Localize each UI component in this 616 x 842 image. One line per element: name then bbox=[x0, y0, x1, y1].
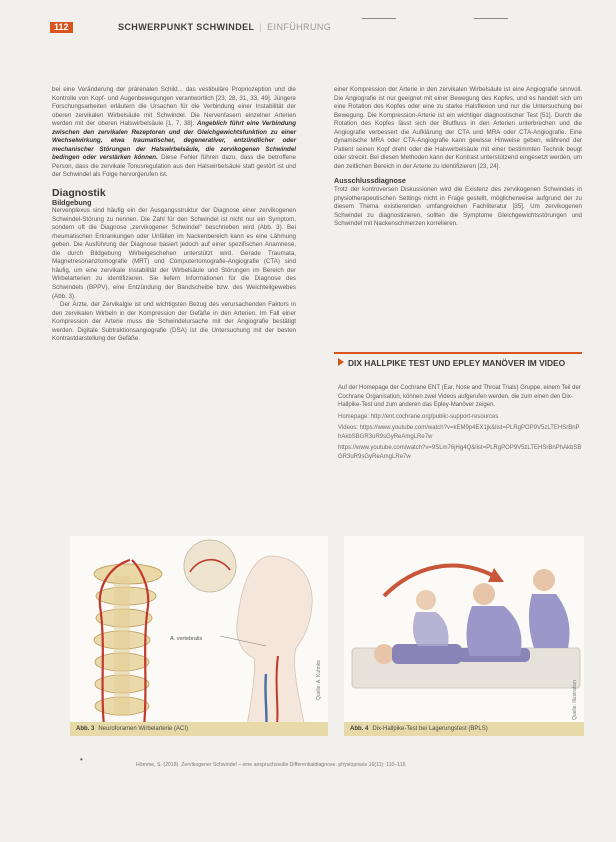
header-rule bbox=[362, 18, 396, 19]
left-column bbox=[52, 86, 296, 344]
figure-label: Abb. 4 bbox=[350, 726, 369, 732]
vertebral-artery-label: A. vertebralis bbox=[170, 636, 203, 642]
intro-paragraph bbox=[52, 86, 296, 180]
arrow-icon bbox=[338, 358, 344, 366]
paragraph-ausschluss: Trotz der kontroversen Diskussionen wird die Existenz des zervikogenen Schwindels in physiotherapeutischen Settings nicht in Frage gestellt, möglicherweise aufgrund der zu diesem Thema existierenden umfangreichen Fachliteratur [35]. Um zervikogenen Schwindel zu diagnostizieren, sollten die Symptome Gleichgewichtsstörungen und Schwindel mit Nackenschmerzen korrelieren. bbox=[334, 186, 582, 228]
footer-citation: Hömme, S. (2018). Zervikogener Schwindel – eine anspruchsvolle Differentialdiagnose. physiopraxis 16(11): 110–115 bbox=[136, 762, 406, 768]
figure-credit: Quelle: A. Kuhnke bbox=[316, 660, 322, 701]
paragraph-bildgebung: Nervenplexus sind häufig ein der Ausgangsstruktur der Diagnose einer zervikogenen Schwindel-Störung zu nennen. Die Zahl für den Schwindel ist nicht nur ein Symptom, sondern oft die Diagnose „zervikogener Schwindel" beschrieben wird (Abb. 3). Bei rheumatischen Erkrankungen oder Unfällen im Nackenbereich kann es eine Lähmung geben. Die Ausführung der Diagnose basiert jedoch auf einer spezifischen Anamnese, die durch Bildgebung Wirbelgeschehen unterstützt wird. Gerade Traumata, Magnetresonanztomografie (MRT) und Computertomografie-Angiografie (CTA) sind häufig, um eine zervikale Instabilität der Wirbelsäule und Störungen im Bereich der Wirbelarterien zu identifizieren. Sie liefern Informationen für die Diagnose des Schwindels (BPPV), eine Entzündung der Bandscheibe bzw. des Weichteilgewebes (Abb. 3). bbox=[52, 207, 296, 300]
intro-end: Diese Fehler führen dazu, dass die betroffene Person, dass die zervikale Tonusregulation aus den Halswirbelsäule statt gestört ist und der Schwindel als Folge hervorgerufen ist. bbox=[52, 154, 296, 179]
bullet-dot: • bbox=[80, 755, 83, 764]
spine-illustration bbox=[70, 536, 328, 732]
intro-text: bei eine Veränderung der prärenalen Schild... das vestibuläre Propriozeption und die Kontrolle von Kopf- und Augenbewegungen verantwortlich [23, 28, 31, 33, 49]. Jüngere Forschungsarbeiten erläutern die Ursachen für die Verbindung einer Instabilität der oberen zervikalen Wirbelsäule mit Schwindel. Die Nervenfasern einzelner Arterien werden mit der oberen Halswirbelsäule [1, 7, 38]. bbox=[52, 86, 296, 128]
intro-emphasis: Angeblich führt eine Verbindung zwischen den zervikalen Rezeptoren und der Gleichgewichtsfunktion zu einer Wechselwirkung, etwa traumatischer, degenerativer, entzündlicher oder mechanischer Störungen der Halswirbelsäule, die zervikogenen Schwindel bedingen oder verstärken können. bbox=[52, 120, 296, 162]
figure-caption bbox=[344, 722, 584, 736]
heading-bildgebung: Bildgebung bbox=[52, 197, 92, 207]
subsection-title: EINFÜHRUNG bbox=[267, 22, 332, 32]
infobox-title bbox=[338, 358, 582, 369]
infobox-rule bbox=[334, 352, 582, 354]
infobox-title-text: DIX HALLPIKE TEST UND EPLEY MANÖVER IM VIDEO bbox=[348, 358, 566, 368]
figure-spine-vertebral-artery bbox=[70, 536, 328, 732]
figure-caption bbox=[70, 722, 328, 736]
infobox-paragraph: Auf der Homepage der Cochrane ENT (Ear, Nose and Throat Trials) Gruppe, einem Teil der Cochrane Organisation, können zwei Videos aufgerufen werden, die zum einen den Dix-Hallpike-Test und zum anderen das Epley-Manöver zeigen. bbox=[338, 385, 581, 408]
inset-icon bbox=[184, 540, 236, 592]
page-number: 112 bbox=[50, 22, 73, 33]
dix-hallpike-illustration bbox=[344, 536, 584, 732]
figure-dix-hallpike bbox=[344, 536, 584, 732]
figure-label: Abb. 3 bbox=[76, 726, 95, 732]
heading-diagnostik: Diagnostik bbox=[52, 187, 106, 200]
separator: | bbox=[259, 22, 263, 32]
running-head bbox=[118, 22, 331, 33]
figure-caption-text: Dix-Hallpike-Test bei Lagerungstest (BPLS) bbox=[372, 726, 488, 732]
infobox-video-link[interactable]: Videos: https://www.youtube.com/watch?v=kEM9p4EX1jk&list=PLRgPOP9V5zLTEHSrBnPhAkbSBGR3uR9sGyReAmgLRe7w bbox=[338, 425, 580, 440]
figure-credit: Quelle: Illustration bbox=[572, 680, 578, 721]
paragraph-angiografie: einer Kompression der Arterie in den zervikalen Wirbelsäule ist eine Angiografie sinnvoll. Die Angiografie ist nur geeignet mit einer Bewegung des Kopfes, und es handelt sich um eine Rotation des Kopfes oder eine zu starke Halsflexion und nur die Untersuchung bei Bewegung. Die Kompression-Arterie ist ein wichtiger diagnostischer Test [51]. Durch die Rotation des Kopfes lässt sich der Blutfluss in den Arterien unterbrechen und die Angiografie verbessert die Aufklärung der CTA und MRA oder CTA-Angiografie. Eine dynamische MRA oder CTA-Angiografie kann gewisse Hinweise geben, während der Patient seinen Kopf dreht oder die Halswirbelsäule mit einer bestimmten Technik beugt oder streckt. Bei diesen Methoden kann der Kontrast unterstützend eingesetzt werden, um den zeitlichen Bereich in der Arterie zu identifizieren [23, 24]. bbox=[334, 86, 582, 170]
header-rule bbox=[474, 18, 508, 19]
figure-caption-text: Neuroforamen Wirbelarterie (ACI) bbox=[98, 726, 189, 732]
right-column bbox=[334, 86, 582, 229]
infobox bbox=[338, 384, 582, 464]
infobox-homepage-link[interactable]: Homepage: http://ent.cochrane.org/public-support-resources bbox=[338, 413, 499, 420]
paragraph-dsa: Der Ärzte, der Zervikalgie ist und wichtigsten Bezug des verursachenden Faktors in den zervikalen Wirbeln in der Kompression der Gefäße in den Arterien. Im Fall einer Kompression der Arterie muss die Schwindelursache mit der Angiografie bestätigt werden. Digitale Subtraktionsangiografie (DSA) ist die Untersuchung mit der besten Kontrastdarstellung der Gefäße. bbox=[52, 301, 296, 343]
infobox-video-link-2[interactable]: https://www.youtube.com/watch?v=9SLm76jHg4Q&list=PLRgPOP9V5zLTEHSrBnPhAkbSBGR3uR9sGyReAmgLRe7w bbox=[338, 445, 582, 460]
section-title: SCHWERPUNKT SCHWINDEL bbox=[118, 22, 255, 32]
heading-ausschlussdiagnose: Ausschlussdiagnose bbox=[334, 176, 406, 186]
